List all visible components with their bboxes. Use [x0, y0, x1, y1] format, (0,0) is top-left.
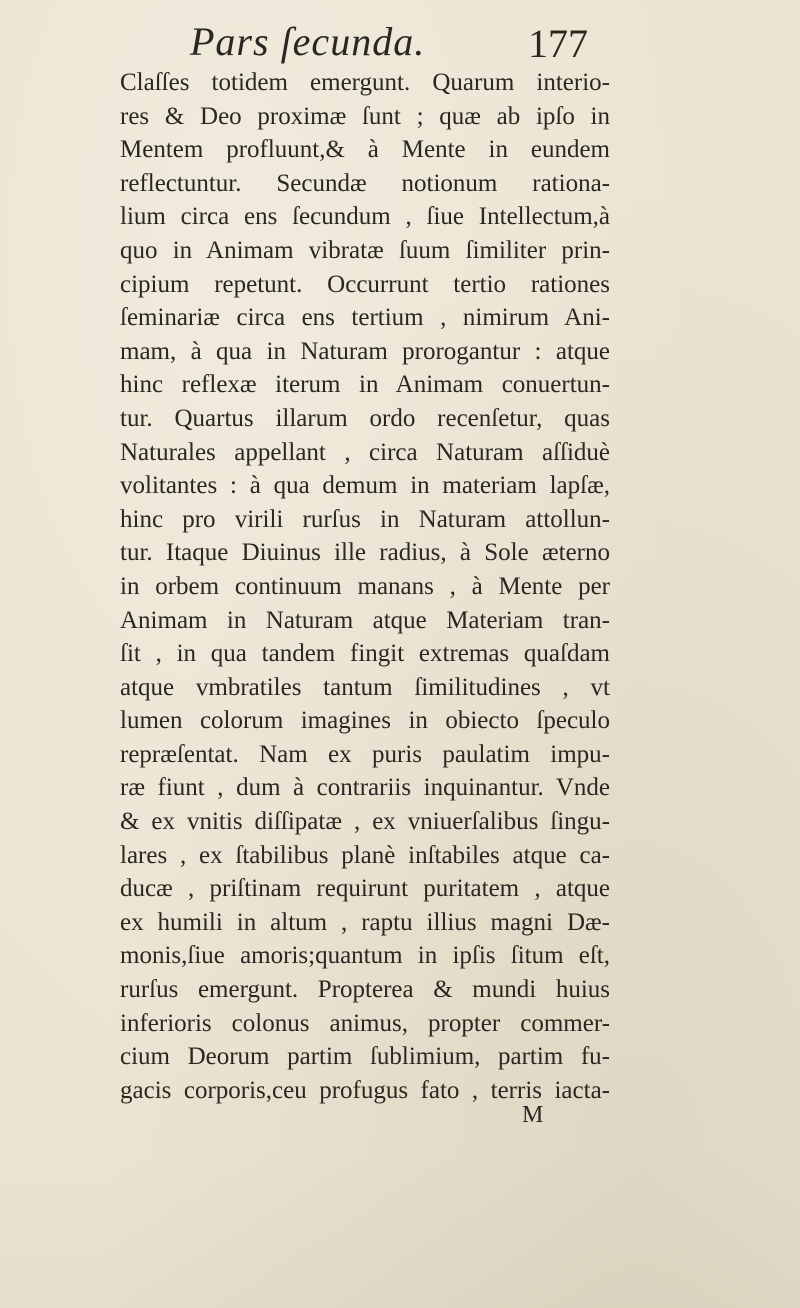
text-line: res & Deo proximæ ſunt ; quæ ab ipſo in — [120, 102, 610, 130]
running-head — [0, 14, 800, 64]
catchword: M — [522, 1102, 544, 1128]
text-line: cium Deorum partim ſublimium, partim fu- — [120, 1043, 610, 1071]
text-line: monis,ſiue amoris;quantum in ipſis ſitum eſt, — [120, 942, 610, 970]
running-head-title: Pars ſecunda. — [190, 19, 426, 64]
text-line: inferioris colonus animus, propter commer- — [120, 1009, 610, 1037]
text-line: lium circa ens ſecundum , ſiue Intellectum,à — [120, 203, 610, 231]
text-line: Claſſes totidem emergunt. Quarum interio- — [120, 69, 610, 96]
text-line: Mentem profluunt,& à Mente in eundem — [120, 136, 610, 164]
text-line: lumen colorum imagines in obiecto ſpeculo — [120, 707, 610, 735]
page-number: 177 — [528, 21, 588, 66]
text-line: rurſus emergunt. Propterea & mundi huius — [120, 976, 610, 1004]
text-line: ræ fiunt , dum à contrariis inquinantur. Vnde — [120, 774, 610, 802]
text-line: reflectuntur. Secundæ notionum rationa- — [120, 169, 610, 197]
text-line: in orbem continuum manans , à Mente per — [120, 572, 610, 600]
text-line: Animam in Naturam atque Materiam tran- — [120, 606, 610, 634]
text-line: ducæ , priſtinam requirunt puritatem , atque — [120, 875, 610, 903]
text-line: ſeminariæ circa ens tertium , nimirum Ani- — [120, 304, 610, 332]
text-line: cipium repetunt. Occurrunt tertio rationes — [120, 270, 610, 298]
text-line: tur. Itaque Diuinus ille radius, à Sole æterno — [120, 539, 610, 567]
text-line: tur. Quartus illarum ordo recenſetur, quas — [120, 404, 610, 432]
paper-stain — [0, 1150, 800, 1308]
text-line: hinc reflexæ iterum in Animam conuertun- — [120, 371, 610, 399]
text-line: & ex vnitis diſſipatæ , ex vniuerſalibus ſingu- — [120, 808, 610, 836]
text-line: ex humili in altum , raptu illius magni Dæ- — [120, 908, 610, 936]
text-line: mam, à qua in Naturam prorogantur : atque — [120, 337, 610, 365]
text-line: Naturales appellant , circa Naturam aſſiduè — [120, 438, 610, 466]
body-text — [120, 66, 610, 1107]
text-line: lares , ex ſtabilibus planè inſtabiles atque ca- — [120, 841, 610, 869]
text-line: hinc pro virili rurſus in Naturam attollun- — [120, 505, 610, 533]
text-line: quo in Animam vibratæ ſuum ſimiliter prin- — [120, 236, 610, 264]
text-line: ſit , in qua tandem fingit extremas quaſdam — [120, 640, 610, 668]
text-line: repræſentat. Nam ex puris paulatim impu- — [120, 740, 610, 768]
text-line: gacis corporis,ceu profugus fato , terris iacta- — [120, 1076, 610, 1104]
text-line: atque vmbratiles tantum ſimilitudines , vt — [120, 673, 610, 701]
text-line: volitantes : à qua demum in materiam lapſæ, — [120, 472, 610, 500]
